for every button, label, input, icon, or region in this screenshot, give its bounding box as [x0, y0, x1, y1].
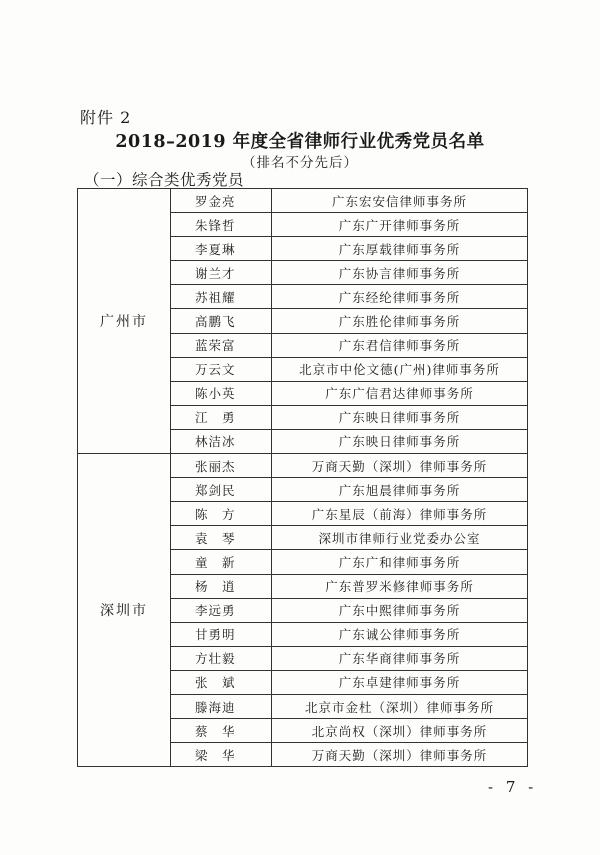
law-firm-cell: 广东厚载律师事务所: [272, 237, 528, 261]
member-name-cell: 江 勇: [171, 405, 272, 429]
document-subtitle: （排名不分先后）: [242, 155, 358, 171]
member-name-cell: 甘勇明: [171, 622, 272, 646]
table-row: [78, 189, 528, 213]
member-name-cell: 郑剑民: [171, 478, 272, 502]
member-name-cell: 梁 华: [171, 743, 272, 767]
attachment-label: 附件 2: [80, 108, 132, 127]
member-name-cell: 袁 琴: [171, 526, 272, 550]
member-name-cell: 谢兰才: [171, 261, 272, 285]
member-name-cell: 罗金亮: [171, 189, 272, 213]
member-name-cell: 苏祖耀: [171, 285, 272, 309]
member-name-cell: 滕海迪: [171, 694, 272, 718]
document-title: 2018–2019 年度全省律师行业优秀党员名单: [115, 132, 485, 152]
member-name-cell: 童 新: [171, 550, 272, 574]
member-name-cell: 蓝荣富: [171, 333, 272, 357]
law-firm-cell: 万商天勤（深圳）律师事务所: [272, 454, 528, 478]
member-name-cell: 李远勇: [171, 598, 272, 622]
law-firm-cell: 深圳市律师行业党委办公室: [272, 526, 528, 550]
law-firm-cell: 广东旭晨律师事务所: [272, 478, 528, 502]
member-name-cell: 杨 逍: [171, 574, 272, 598]
member-name-cell: 林洁冰: [171, 429, 272, 453]
law-firm-cell: 广东君信律师事务所: [272, 333, 528, 357]
member-name-cell: 方壮毅: [171, 646, 272, 670]
law-firm-cell: 广东经纶律师事务所: [272, 285, 528, 309]
law-firm-cell: 广东广开律师事务所: [272, 213, 528, 237]
table-row: [78, 454, 528, 478]
law-firm-cell: 广东星辰（前海）律师事务所: [272, 502, 528, 526]
law-firm-cell: 广东卓建律师事务所: [272, 670, 528, 694]
city-cell: 深圳市: [78, 454, 171, 767]
law-firm-cell: 广东映日律师事务所: [272, 429, 528, 453]
law-firm-cell: 广东中熙律师事务所: [272, 598, 528, 622]
law-firm-cell: 广东诚公律师事务所: [272, 622, 528, 646]
page-number: - 7 -: [488, 778, 538, 796]
member-name-cell: 高鹏飞: [171, 309, 272, 333]
law-firm-cell: 广东广信君达律师事务所: [272, 381, 528, 405]
member-name-cell: 张丽杰: [171, 454, 272, 478]
law-firm-cell: 广东协言律师事务所: [272, 261, 528, 285]
section-heading: （一）综合类优秀党员: [84, 171, 245, 189]
member-name-cell: 李夏琳: [171, 237, 272, 261]
member-name-cell: 陈 方: [171, 502, 272, 526]
member-table: [77, 188, 528, 767]
law-firm-cell: 万商天勤（深圳）律师事务所: [272, 743, 528, 767]
law-firm-cell: 广东华商律师事务所: [272, 646, 528, 670]
law-firm-cell: 广东广和律师事务所: [272, 550, 528, 574]
law-firm-cell: 广东宏安信律师事务所: [272, 189, 528, 213]
law-firm-cell: 广东胜伦律师事务所: [272, 309, 528, 333]
member-name-cell: 陈小英: [171, 381, 272, 405]
law-firm-cell: 广东映日律师事务所: [272, 405, 528, 429]
law-firm-cell: 北京市中伦文德(广州)律师事务所: [272, 357, 528, 381]
member-name-cell: 朱锋哲: [171, 213, 272, 237]
member-name-cell: 蔡 华: [171, 719, 272, 743]
law-firm-cell: 北京尚权（深圳）律师事务所: [272, 719, 528, 743]
member-name-cell: 万云文: [171, 357, 272, 381]
law-firm-cell: 广东普罗米修律师事务所: [272, 574, 528, 598]
law-firm-cell: 北京市金杜（深圳）律师事务所: [272, 694, 528, 718]
city-cell: 广州市: [78, 189, 171, 454]
member-name-cell: 张 斌: [171, 670, 272, 694]
